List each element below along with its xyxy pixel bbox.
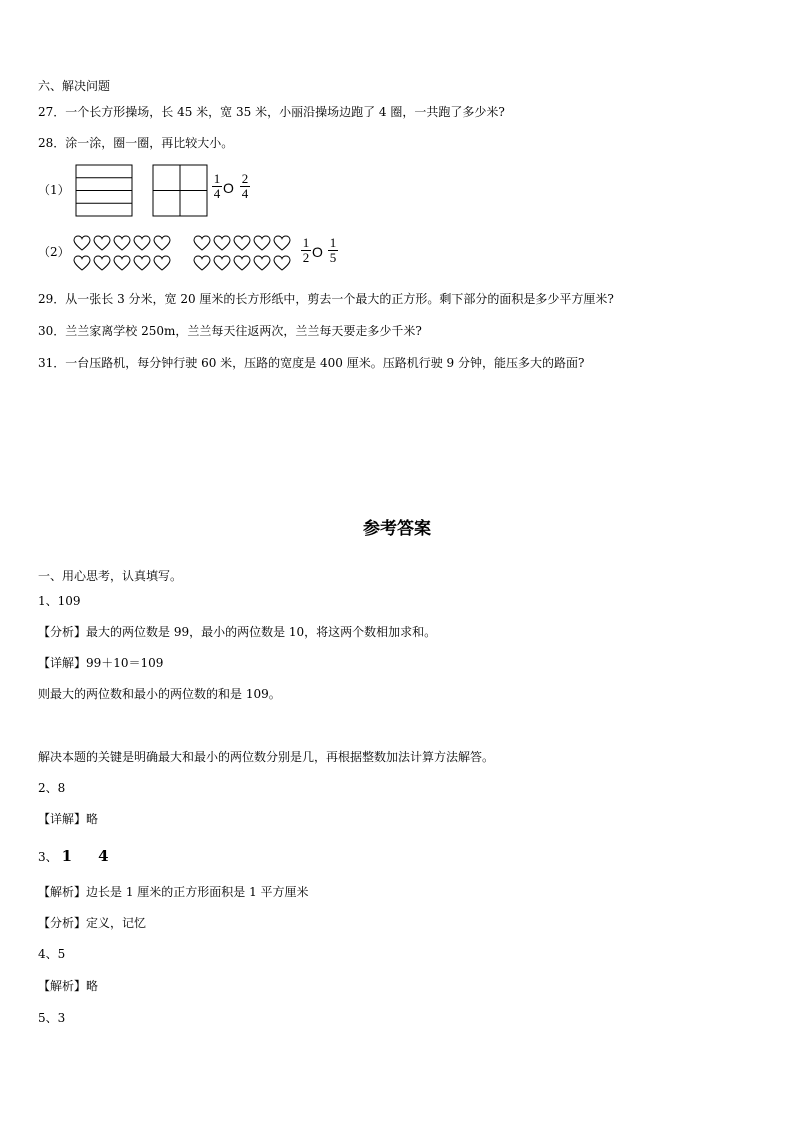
question-31: 31．一台压路机，每分钟行驶 60 米，压路的宽度是 400 厘米。压路机行驶 9 分钟，能压多大的路面? [38,356,585,370]
compare-circle-2: O [312,244,323,260]
answer-1: 1、109 [38,594,81,608]
fraction-denominator: 4 [241,186,249,201]
question-27: 27．一个长方形操场，长 45 米，宽 35 米，小丽沿操场边跑了 4 圈，一共跑了多少米? [38,105,505,119]
fraction-denominator: 4 [213,186,221,201]
answer-5: 5、3 [38,1011,66,1025]
rectangle-quarters-grid [153,165,207,216]
q28-1-label: （1） [38,183,70,197]
answer-3-fenxi: 【分析】定义，记忆 [38,916,147,930]
answer-1-conclusion: 则最大的两位数和最小的两位数的和是 109。 [38,687,281,701]
q28-2-hearts [72,234,302,274]
fraction-1-5 [328,236,338,265]
fraction-numerator: 1 [213,171,221,186]
answer-1-note: 解决本题的关键是明确最大和最小的两位数分别是几，再根据整数加法计算方法解答。 [38,750,495,764]
answer-2-detail: 【详解】略 [38,812,99,826]
answers-title: 参考答案 [363,519,431,539]
answer-2: 2、8 [38,781,66,795]
compare-circle-1: O [223,180,234,196]
answer-3-value-2: 4 [98,847,109,865]
question-30: 30．兰兰家离学校 250m，兰兰每天往返两次，兰兰每天要走多少千米? [38,324,422,338]
heart-group-right [194,236,290,270]
fraction-1-2 [301,236,311,265]
answer-3 [38,848,109,865]
answer-1-analysis: 【分析】最大的两位数是 99，最小的两位数是 10，将这两个数相加求和。 [38,625,437,639]
section-6-title: 六、解决问题 [38,79,111,93]
question-29: 29．从一张长 3 分米，宽 20 厘米的长方形纸中，剪去一个最大的正方形。剩下部分的面积是多少平方厘米? [38,292,614,306]
fraction-denominator: 5 [329,250,337,265]
fraction-2-4 [240,172,250,201]
answer-3-prefix: 3、 [38,850,58,864]
q28-2-label: （2） [38,245,70,259]
answer-4-analysis: 【解析】略 [38,979,99,993]
fraction-1-4 [212,172,222,201]
answer-4: 4、5 [38,947,66,961]
answer-3-analysis: 【解析】边长是 1 厘米的正方形面积是 1 平方厘米 [38,885,309,899]
fraction-numerator: 2 [241,171,249,186]
heart-group-left [74,236,170,270]
q28-1-figures [73,164,213,218]
answer-1-detail: 【详解】99＋10＝109 [38,656,164,670]
question-28: 28．涂一涂，圈一圈，再比较大小。 [38,136,234,150]
answer-3-value-1: 1 [61,847,73,865]
answers-section-1: 一、用心思考，认真填写。 [38,569,183,583]
rectangle-quarters-horizontal [76,165,132,216]
fraction-numerator: 1 [329,235,337,250]
fraction-denominator: 2 [302,250,310,265]
fraction-numerator: 1 [302,235,310,250]
